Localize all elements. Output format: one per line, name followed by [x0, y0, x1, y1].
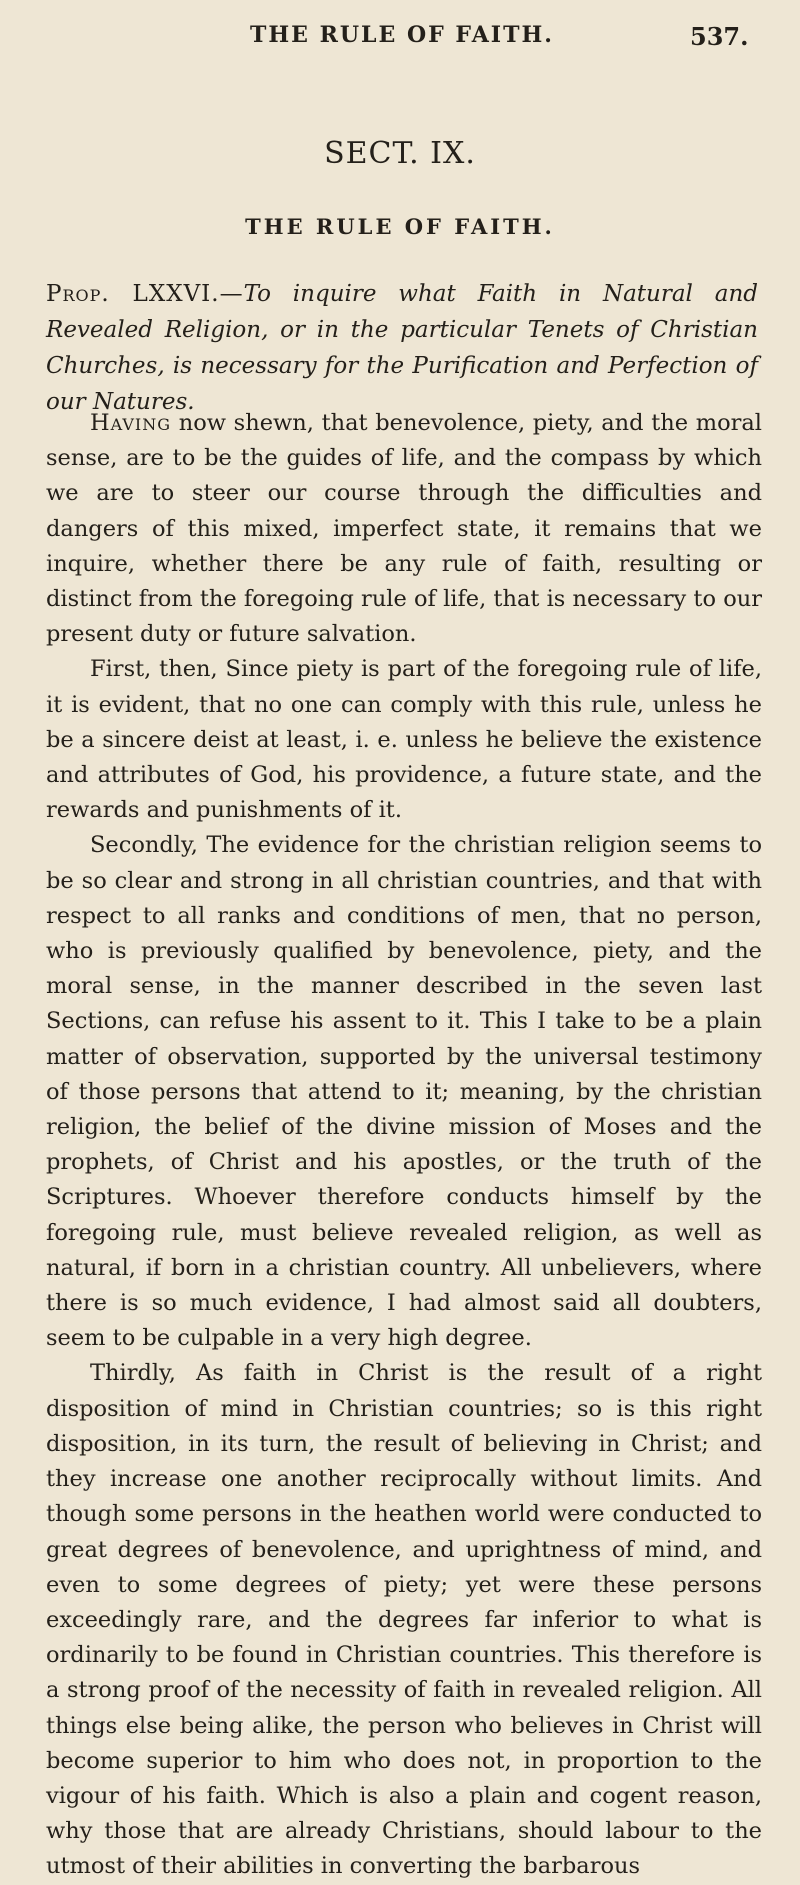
- proposition-label: Prop. LXXVI.—: [46, 281, 244, 307]
- body-text: [46, 406, 762, 1885]
- paragraph-having: [46, 406, 762, 652]
- paragraph-text: Thirdly, As faith in Christ is the result of a right disposition of mind in Christian countries; so is this right disposition, in its turn, the result of believing in Christ; and they increase one another reciprocally without limits. And though some persons in the heathen world were conducted to great degrees of benevolence, and uprightness of mind, and even to some degrees of piety; yet were these persons exceedingly rare, and the degrees far inferior to what is ordinarily to be found in Christian countries. This therefore is a strong proof of the necessity of faith in revealed religion. All things else being alike, the person who believes in Christ will become superior to him who does not, in proportion to the vigour of his faith. Which is also a plain and cogent reason, why those that are already Christians, should labour to the utmost of their abilities in converting the barbarous: [46, 1360, 762, 1880]
- paragraph-secondly: [46, 828, 762, 1356]
- section-title: THE RULE OF FAITH.: [245, 214, 555, 239]
- paragraph-text: Secondly, The evidence for the christian religion seems to be so clear and strong in all christian countries, and that with respect to all ranks and conditions of men, that no person, who is previously qualified by benevolence, piety, and the moral sense, in the manner described in the seven last Sections, can refuse his assent to it. This I take to be a plain matter of observation, supported by the universal testimony of those persons that attend to it; meaning, by the christian religion, the belief of the divine mission of Moses and the prophets, of Christ and his apostles, or the truth of the Scriptures. Whoever therefore conducts himself by the foregoing rule, must believe revealed religion, as well as natural, if born in a christian country. All unbelievers, where there is so much evidence, I had almost said all doubters, seem to be culpable in a very high degree.: [46, 832, 762, 1352]
- paragraph-text: First, then, Since piety is part of the foregoing rule of life, it is evident, that no one can comply with this rule, unless he be a sincere deist at least, i. e. unless he believe the existence and attributes of God, his providence, a future state, and the rewards and punishments of it.: [46, 656, 762, 824]
- proposition-text: To inquire what Faith in Natural and Revealed Religion, or in the particular Tenets of Christian Churches, is necessary for the Purification and Perfection of our Natures.: [46, 281, 758, 415]
- paragraph-first: [46, 652, 762, 828]
- proposition: [46, 276, 758, 420]
- paragraph-thirdly: [46, 1356, 762, 1884]
- running-head: [0, 18, 800, 58]
- paragraph-text: now shewn, that benevolence, piety, and the moral sense, are to be the guides of life, and the compass by which we are to steer our course through the difficulties and dangers of this mixed, imperfect state, it remains that we inquire, whether there be any rule of faith, resulting or distinct from the foregoing rule of life, that is necessary to our present duty or future salvation.: [46, 410, 762, 648]
- running-title: THE RULE OF FAITH.: [250, 22, 554, 48]
- section-heading: SECT. IX.: [324, 136, 476, 171]
- page-number: 537.: [690, 22, 749, 51]
- paragraph-lead-word: Having: [90, 410, 172, 436]
